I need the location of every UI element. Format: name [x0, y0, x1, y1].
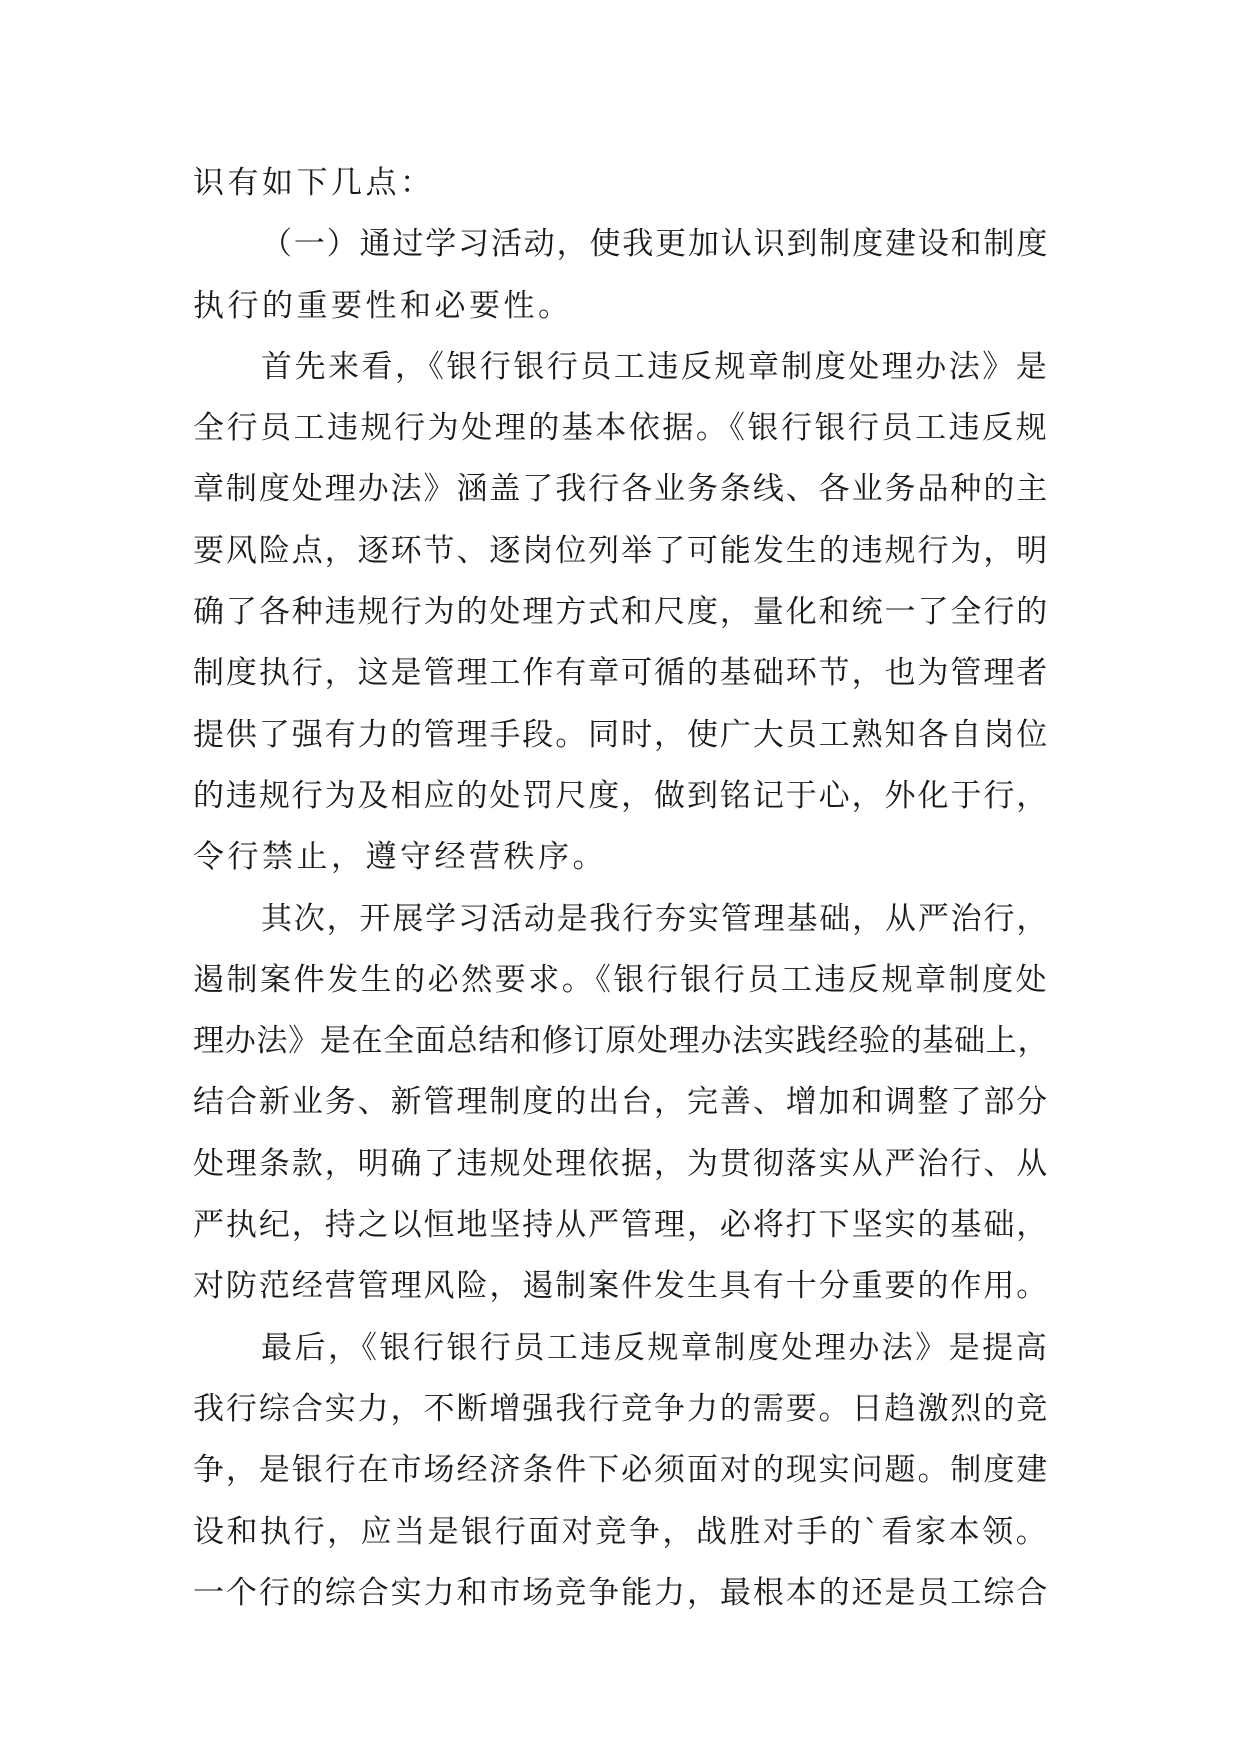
text-line: 章制度处理办法》涵盖了我行各业务条线、各业务品种的主: [193, 471, 1049, 508]
text-line: 的违规行为及相应的处罚尺度，做到铭记于心，外化于行，: [193, 777, 1049, 814]
paragraph-first-line: 首先来看，《银行银行员工违反规章制度处理办法》是: [261, 348, 1049, 385]
text-line: 严执纪，持之以恒地坚持从严管理，必将打下坚实的基础，: [193, 1207, 1049, 1244]
text-line: 令行禁止，遵守经营秩序。: [193, 839, 607, 876]
text-line: 争，是银行在市场经济条件下必须面对的现实问题。制度建: [193, 1452, 1049, 1489]
text-line: 确了各种违规行为的处理方式和尺度，量化和统一了全行的: [193, 594, 1049, 631]
paragraph-first-line: 最后，《银行银行员工违反规章制度处理办法》是提高: [261, 1329, 1049, 1366]
text-line: 制度执行，这是管理工作有章可循的基础环节，也为管理者: [193, 655, 1049, 692]
text-line: 设和执行，应当是银行面对竞争，战胜对手的`看家本领。: [193, 1513, 1049, 1550]
text-line: 全行员工违规行为处理的基本依据。《银行银行员工违反规: [193, 410, 1049, 447]
text-line: 要风险点，逐环节、逐岗位列举了可能发生的违规行为，明: [193, 532, 1049, 569]
paragraph-first-line: 其次，开展学习活动是我行夯实管理基础，从严治行，: [261, 900, 1049, 937]
body-text: [193, 153, 1049, 1624]
text-line: 一个行的综合实力和市场竞争能力，最根本的还是员工综合: [193, 1574, 1049, 1611]
paragraph-first-line: （一）通过学习活动，使我更加认识到制度建设和制度: [261, 226, 1049, 263]
text-line: 识有如下几点：: [193, 165, 435, 201]
text-line: 我行综合实力，不断增强我行竞争力的需要。日趋激烈的竞: [193, 1390, 1049, 1427]
text-line: 结合新业务、新管理制度的出台，完善、增加和调整了部分: [193, 1084, 1049, 1121]
text-line: 提供了强有力的管理手段。同时，使广大员工熟知各自岗位: [193, 716, 1049, 753]
text-line: 处理条款，明确了违规处理依据，为贯彻落实从严治行、从: [193, 1145, 1049, 1182]
text-line: 对防范经营管理风险，遏制案件发生具有十分重要的作用。: [193, 1268, 1049, 1305]
text-line: 执行的重要性和必要性。: [193, 287, 573, 324]
text-line: 遏制案件发生的必然要求。《银行银行员工违反规章制度处: [193, 961, 1049, 998]
text-line: 理办法》是在全面总结和修订原处理办法实践经验的基础上，: [193, 1023, 1049, 1060]
